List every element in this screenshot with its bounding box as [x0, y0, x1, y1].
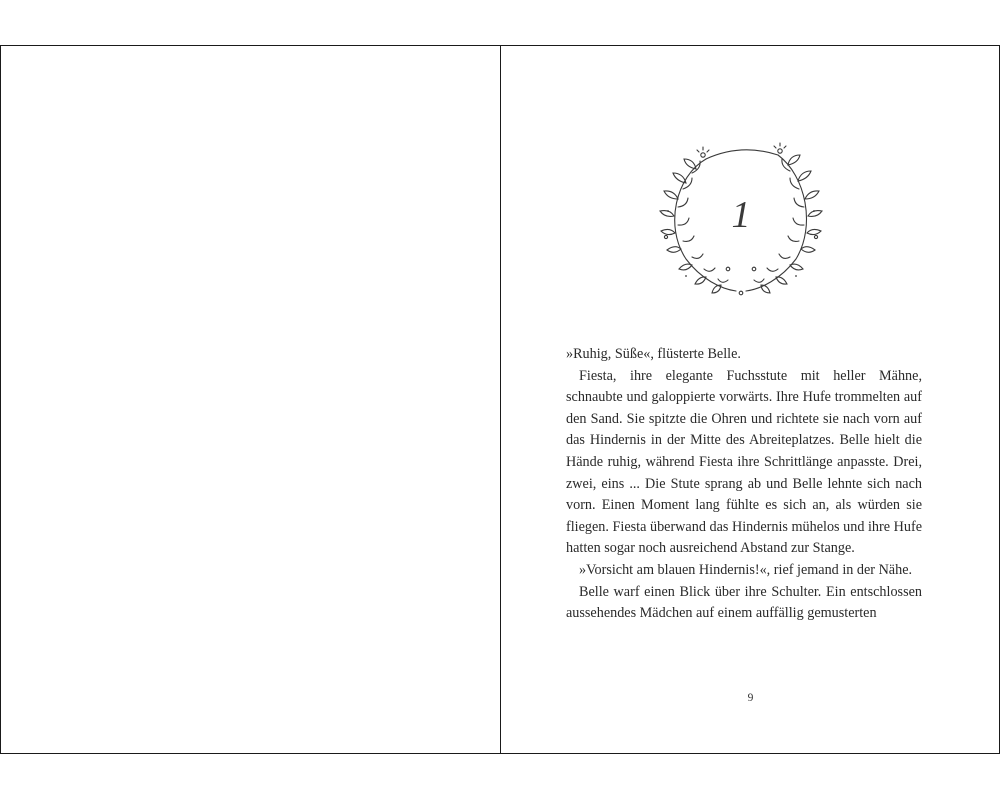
paragraph: »Vorsicht am blauen Hindernis!«, rief jemand in der Nähe.	[579, 561, 913, 578]
chapter-body-text	[566, 344, 922, 625]
left-page	[0, 46, 501, 753]
page-number: 9	[747, 692, 754, 704]
right-page	[501, 46, 1000, 753]
paragraph: Fiesta, ihre elegante Fuchsstute mit heller Mähne, schnaubte und galoppierte vorwärts. Ihre Hufe trommelten auf den Sand. Sie spitzte die Ohren und richtete sie nach vorn auf das Hindernis in der Mitte des Abreiteplatzes. Belle hielt die Hände ruhig, während Fiesta ihre Schrittlänge anpasste. Drei, zwei, eins ... Die Stute sprang ab und Belle lehnte sich nach vorn. Einen Moment lang fühlte es sich an, als würden sie fliegen. Fiesta überwand das Hindernis mühelos und ihre Hufe hatten sogar noch ausreichend Abstand zur Stange.	[566, 367, 922, 557]
paragraph: Belle warf einen Blick über ihre Schulter. Ein entschlossen aussehendes Mädchen auf einem auffällig gemusterten	[566, 583, 922, 622]
book-spread	[0, 45, 1000, 754]
paragraph: »Ruhig, Süße«, flüsterte Belle.	[566, 346, 741, 362]
chapter-number: 1	[731, 194, 751, 236]
